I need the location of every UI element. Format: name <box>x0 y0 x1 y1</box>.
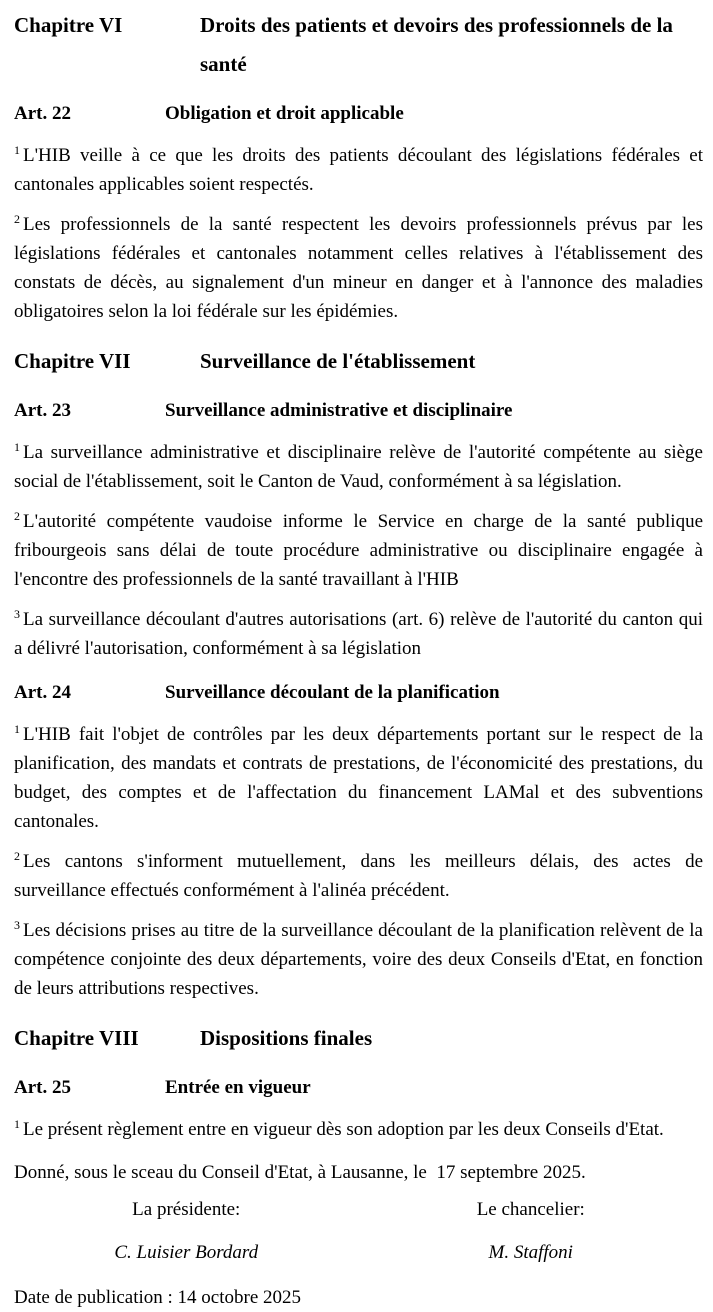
article-title: Entrée en vigueur <box>165 1077 311 1098</box>
paragraph-art24-1 <box>14 720 703 836</box>
chapter-title: Dispositions finales <box>200 1026 373 1050</box>
paragraph-text: Les décisions prises au titre de la surveillance découlant de la planification relèvent de la compétence conjointe des deux départements, voire des deux Conseils d'Etat, en fonction de leurs attributions respectives. <box>14 920 703 999</box>
publication-date-line: Date de publication : 14 octobre 2025 <box>14 1287 302 1308</box>
chapter-title: Surveillance de l'établissement <box>200 349 476 373</box>
paragraph-art22-1 <box>14 141 703 199</box>
signatory-roles-row <box>14 1195 703 1224</box>
paragraph-number: 3 <box>14 606 20 621</box>
article-heading-25 <box>14 1073 703 1102</box>
chapter-label: Chapitre VIII <box>14 1026 139 1050</box>
chapter-heading-vi <box>14 6 703 84</box>
paragraph-number: 2 <box>14 848 20 863</box>
article-title: Surveillance administrative et disciplinaire <box>165 400 513 421</box>
paragraph-text: Les professionnels de la santé respectent les devoirs professionnels prévus par les législations fédérales et cantonales notamment celles relatives à l'établissement des constats de décès, au signalement d'un mineur en danger et à l'annonce des maladies obligatoires selon la loi fédérale sur les épidémies. <box>14 214 703 322</box>
paragraph-number: 2 <box>14 508 20 523</box>
article-label: Art. 23 <box>14 400 71 421</box>
article-heading-22 <box>14 99 703 128</box>
signatory-names-row <box>14 1238 703 1267</box>
paragraph-text: La surveillance découlant d'autres autorisations (art. 6) relève de l'autorité du canton qui a délivré l'autorisation, conformément à sa législation <box>14 609 703 659</box>
paragraph-art22-2 <box>14 210 703 326</box>
paragraph-number: 1 <box>14 1116 20 1131</box>
paragraph-text: L'HIB fait l'objet de contrôles par les deux départements portant sur le respect de la planification, des mandats et contrats de prestations, de l'économicité des prestations, du budget, des comptes et de l'affectation du financement LAMal et des subventions cantonales. <box>14 724 703 832</box>
paragraph-art25-1 <box>14 1115 703 1144</box>
paragraph-art24-2 <box>14 847 703 905</box>
right-signatory-role: Le chancelier: <box>476 1199 585 1220</box>
seal-line: Donné, sous le sceau du Conseil d'Etat, à Lausanne, le 17 septembre 2025. <box>14 1162 586 1183</box>
chapter-heading-vii <box>14 342 703 381</box>
left-signatory-name: C. Luisier Bordard <box>114 1242 259 1263</box>
article-label: Art. 25 <box>14 1077 71 1098</box>
paragraph-text: Le présent règlement entre en vigueur dès son adoption par les deux Conseils d'Etat. <box>23 1119 664 1140</box>
article-title: Surveillance découlant de la planification <box>165 682 500 703</box>
chapter-label: Chapitre VI <box>14 13 123 37</box>
paragraph-number: 1 <box>14 142 20 157</box>
left-signatory-role: La présidente: <box>132 1199 241 1220</box>
article-label: Art. 22 <box>14 103 71 124</box>
article-heading-23 <box>14 396 703 425</box>
article-title: Obligation et droit applicable <box>165 103 404 124</box>
paragraph-art24-3 <box>14 916 703 1003</box>
article-label: Art. 24 <box>14 682 71 703</box>
closing-block <box>14 1158 703 1312</box>
paragraph-text: Les cantons s'informent mutuellement, dans les meilleurs délais, des actes de surveillance effectués conformément à l'alinéa précédent. <box>14 851 703 901</box>
paragraph-art23-2 <box>14 507 703 594</box>
paragraph-number: 3 <box>14 917 20 932</box>
chapter-heading-viii <box>14 1019 703 1058</box>
paragraph-number: 1 <box>14 721 20 736</box>
chapter-label: Chapitre VII <box>14 349 131 373</box>
chapter-title: Droits des patients et devoirs des professionnels de la santé <box>200 13 673 76</box>
paragraph-art23-1 <box>14 438 703 496</box>
paragraph-text: L'HIB veille à ce que les droits des patients découlant des législations fédérales et cantonales applicables soient respectés. <box>14 145 703 195</box>
paragraph-art23-3 <box>14 605 703 663</box>
paragraph-text: La surveillance administrative et disciplinaire relève de l'autorité compétente au siège social de l'établissement, soit le Canton de Vaud, conformément à sa législation. <box>14 442 703 492</box>
article-heading-24 <box>14 678 703 707</box>
paragraph-text: L'autorité compétente vaudoise informe le Service en charge de la santé publique fribourgeois sans délai de toute procédure administrative ou disciplinaire engagée à l'encontre des professionnels de la santé travaillant à l'HIB <box>14 511 703 590</box>
paragraph-number: 1 <box>14 439 20 454</box>
paragraph-number: 2 <box>14 211 20 226</box>
right-signatory-name: M. Staffoni <box>488 1242 573 1263</box>
